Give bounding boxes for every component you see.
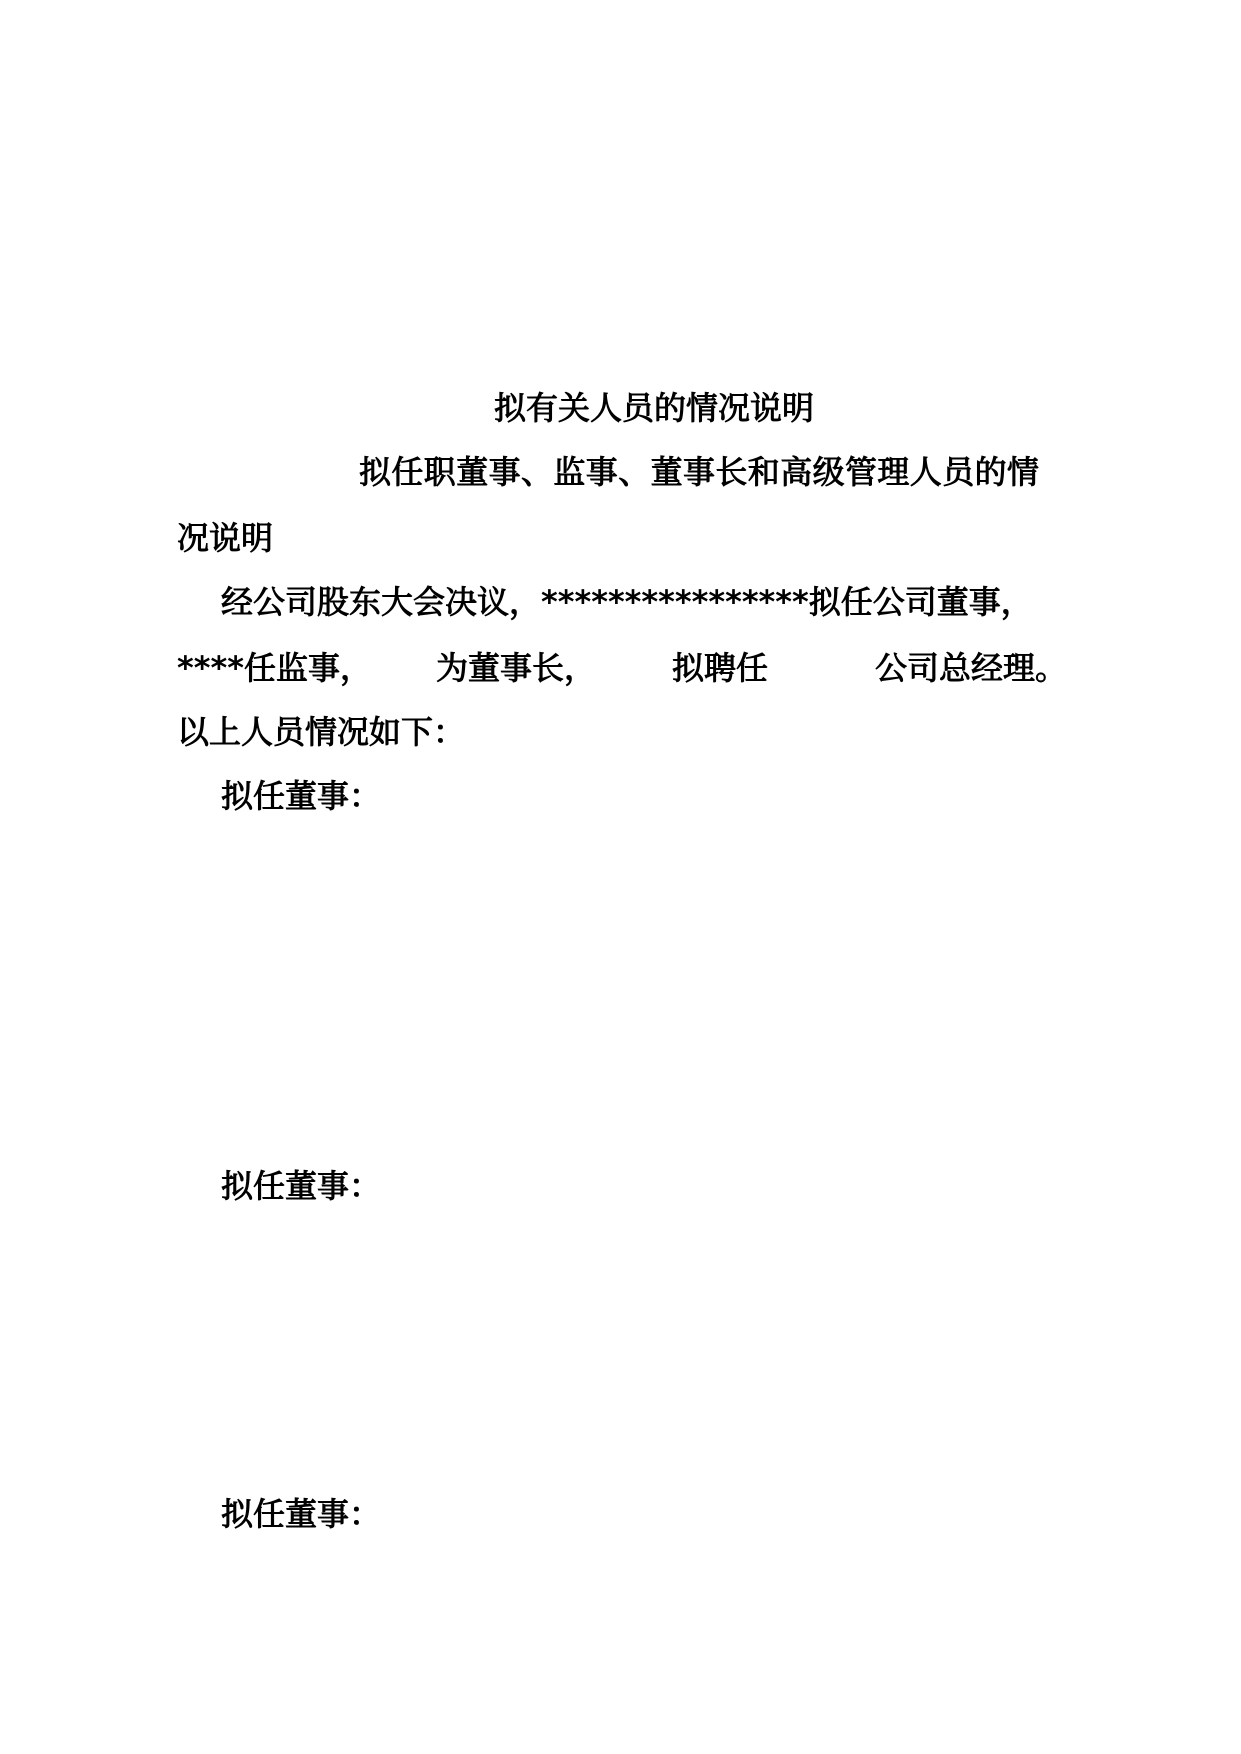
section-heading-director-2: 拟任董事：	[221, 1167, 382, 1205]
intro-paragraph-line-2	[177, 648, 1067, 888]
intro-segment-general-manager: 公司总经理。	[875, 649, 1068, 687]
document-title: 拟有关人员的情况说明	[494, 389, 815, 427]
section-heading-director-3: 拟任董事：	[221, 1495, 382, 1533]
document-subtitle-line-2: 况说明	[177, 519, 274, 557]
intro-segment-appoint: 拟聘任	[672, 649, 769, 687]
intro-paragraph-line-3: 以上人员情况如下：	[177, 713, 466, 751]
intro-segment-supervisor: ****任监事，	[177, 649, 372, 687]
intro-segment-chairman: 为董事长，	[436, 649, 597, 687]
document-subtitle-line-1: 拟任职董事、监事、董事长和高级管理人员的情	[359, 453, 1040, 491]
section-heading-director-1: 拟任董事：	[221, 777, 382, 815]
intro-paragraph-line-1: 经公司股东大会决议，****************拟任公司董事，	[221, 583, 1033, 621]
